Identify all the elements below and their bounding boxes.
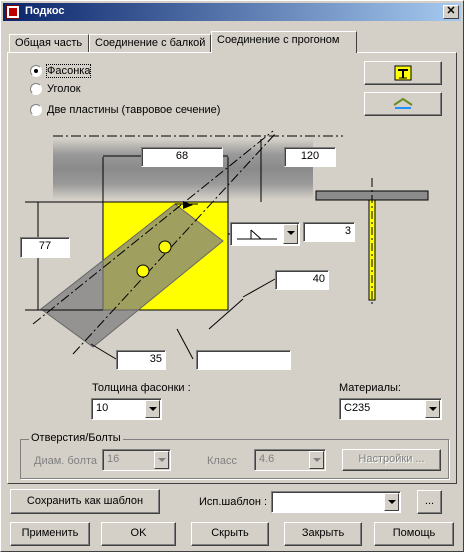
bolt-settings-button[interactable]: Настройки ...: [342, 449, 441, 471]
dim-40-field[interactable]: 40: [275, 270, 329, 290]
radio-angle-indicator[interactable]: [30, 83, 42, 95]
bolt-class-label: Класс: [207, 455, 237, 467]
bolt-diameter-dropdown-icon[interactable]: [154, 451, 169, 469]
top-view-button[interactable]: [364, 61, 442, 85]
bolt-1: [159, 241, 171, 253]
tab-beam-connection[interactable]: Соединение с балкой: [89, 34, 211, 53]
radio-two-plates-indicator[interactable]: [30, 104, 42, 116]
close-button[interactable]: ✕: [443, 5, 459, 19]
bolt-class-dropdown-icon[interactable]: [309, 451, 324, 469]
radio-angle[interactable]: [30, 83, 81, 95]
weld-size-field[interactable]: 3: [303, 222, 355, 242]
close-dialog-button[interactable]: Закрыть: [284, 522, 362, 546]
radio-gusset-label: Фасонка: [47, 65, 91, 77]
bolt-class-value: 4.6: [259, 453, 275, 465]
bolt-2: [137, 265, 149, 277]
side-view-button[interactable]: [364, 92, 442, 116]
fillet-weld-icon: [235, 226, 280, 242]
use-template-label: Исп.шаблон :: [199, 496, 268, 508]
dim-68-field[interactable]: 68: [141, 147, 223, 167]
bolt-class-select[interactable]: [254, 449, 326, 471]
hide-button[interactable]: Скрыть: [191, 522, 269, 546]
app-icon: [6, 5, 20, 19]
bolt-diameter-select[interactable]: [102, 449, 171, 471]
bolt-diameter-value: 16: [107, 453, 120, 465]
dim-blank-leader: [177, 329, 193, 359]
section-view-icon: [393, 64, 413, 82]
tab-purlin-connection[interactable]: Соединение с прогоном: [211, 31, 357, 53]
ok-button[interactable]: OK: [101, 522, 176, 546]
radio-gusset[interactable]: [30, 65, 90, 77]
radio-gusset-indicator[interactable]: [30, 65, 42, 77]
material-label: Материалы:: [339, 382, 401, 394]
radio-two-plates-label: Две пластины (тавровое сечение): [47, 104, 221, 116]
template-dropdown-icon[interactable]: [384, 493, 399, 511]
dim-120-field[interactable]: 120: [284, 147, 336, 167]
dim-blank-field[interactable]: [196, 350, 291, 370]
weld-type-select[interactable]: [230, 222, 300, 246]
dim-77-field[interactable]: 77: [20, 237, 70, 258]
thickness-value: 10: [96, 402, 109, 414]
material-value: C235: [344, 402, 371, 414]
thickness-select[interactable]: [91, 398, 162, 420]
radio-angle-label: Уголок: [47, 83, 81, 95]
dim-35-field[interactable]: 35: [116, 350, 166, 370]
weld-type-dropdown-icon[interactable]: [283, 224, 298, 244]
dim-35-line: [91, 344, 116, 359]
bolts-group-title: Отверстия/Болты: [31, 432, 121, 444]
apply-button[interactable]: Применить: [10, 522, 90, 546]
dim-40-leader: [243, 279, 275, 297]
tab-general[interactable]: Общая часть: [9, 34, 89, 53]
material-select[interactable]: [339, 398, 442, 420]
material-dropdown-icon[interactable]: [425, 400, 440, 418]
roof-view-icon: [391, 95, 415, 113]
save-template-button[interactable]: Сохранить как шаблон: [10, 489, 160, 514]
browse-template-button[interactable]: ...: [417, 490, 442, 514]
radio-two-plates[interactable]: [30, 104, 220, 116]
window-title: Подкос: [25, 5, 65, 17]
help-button[interactable]: Помощь: [374, 522, 454, 546]
thickness-dropdown-icon[interactable]: [145, 400, 160, 418]
template-select[interactable]: [271, 491, 401, 513]
thickness-label: Толщина фасонки :: [92, 382, 191, 394]
title-bar: [3, 3, 461, 21]
bolt-diameter-label: Диам. болта: [34, 455, 98, 467]
